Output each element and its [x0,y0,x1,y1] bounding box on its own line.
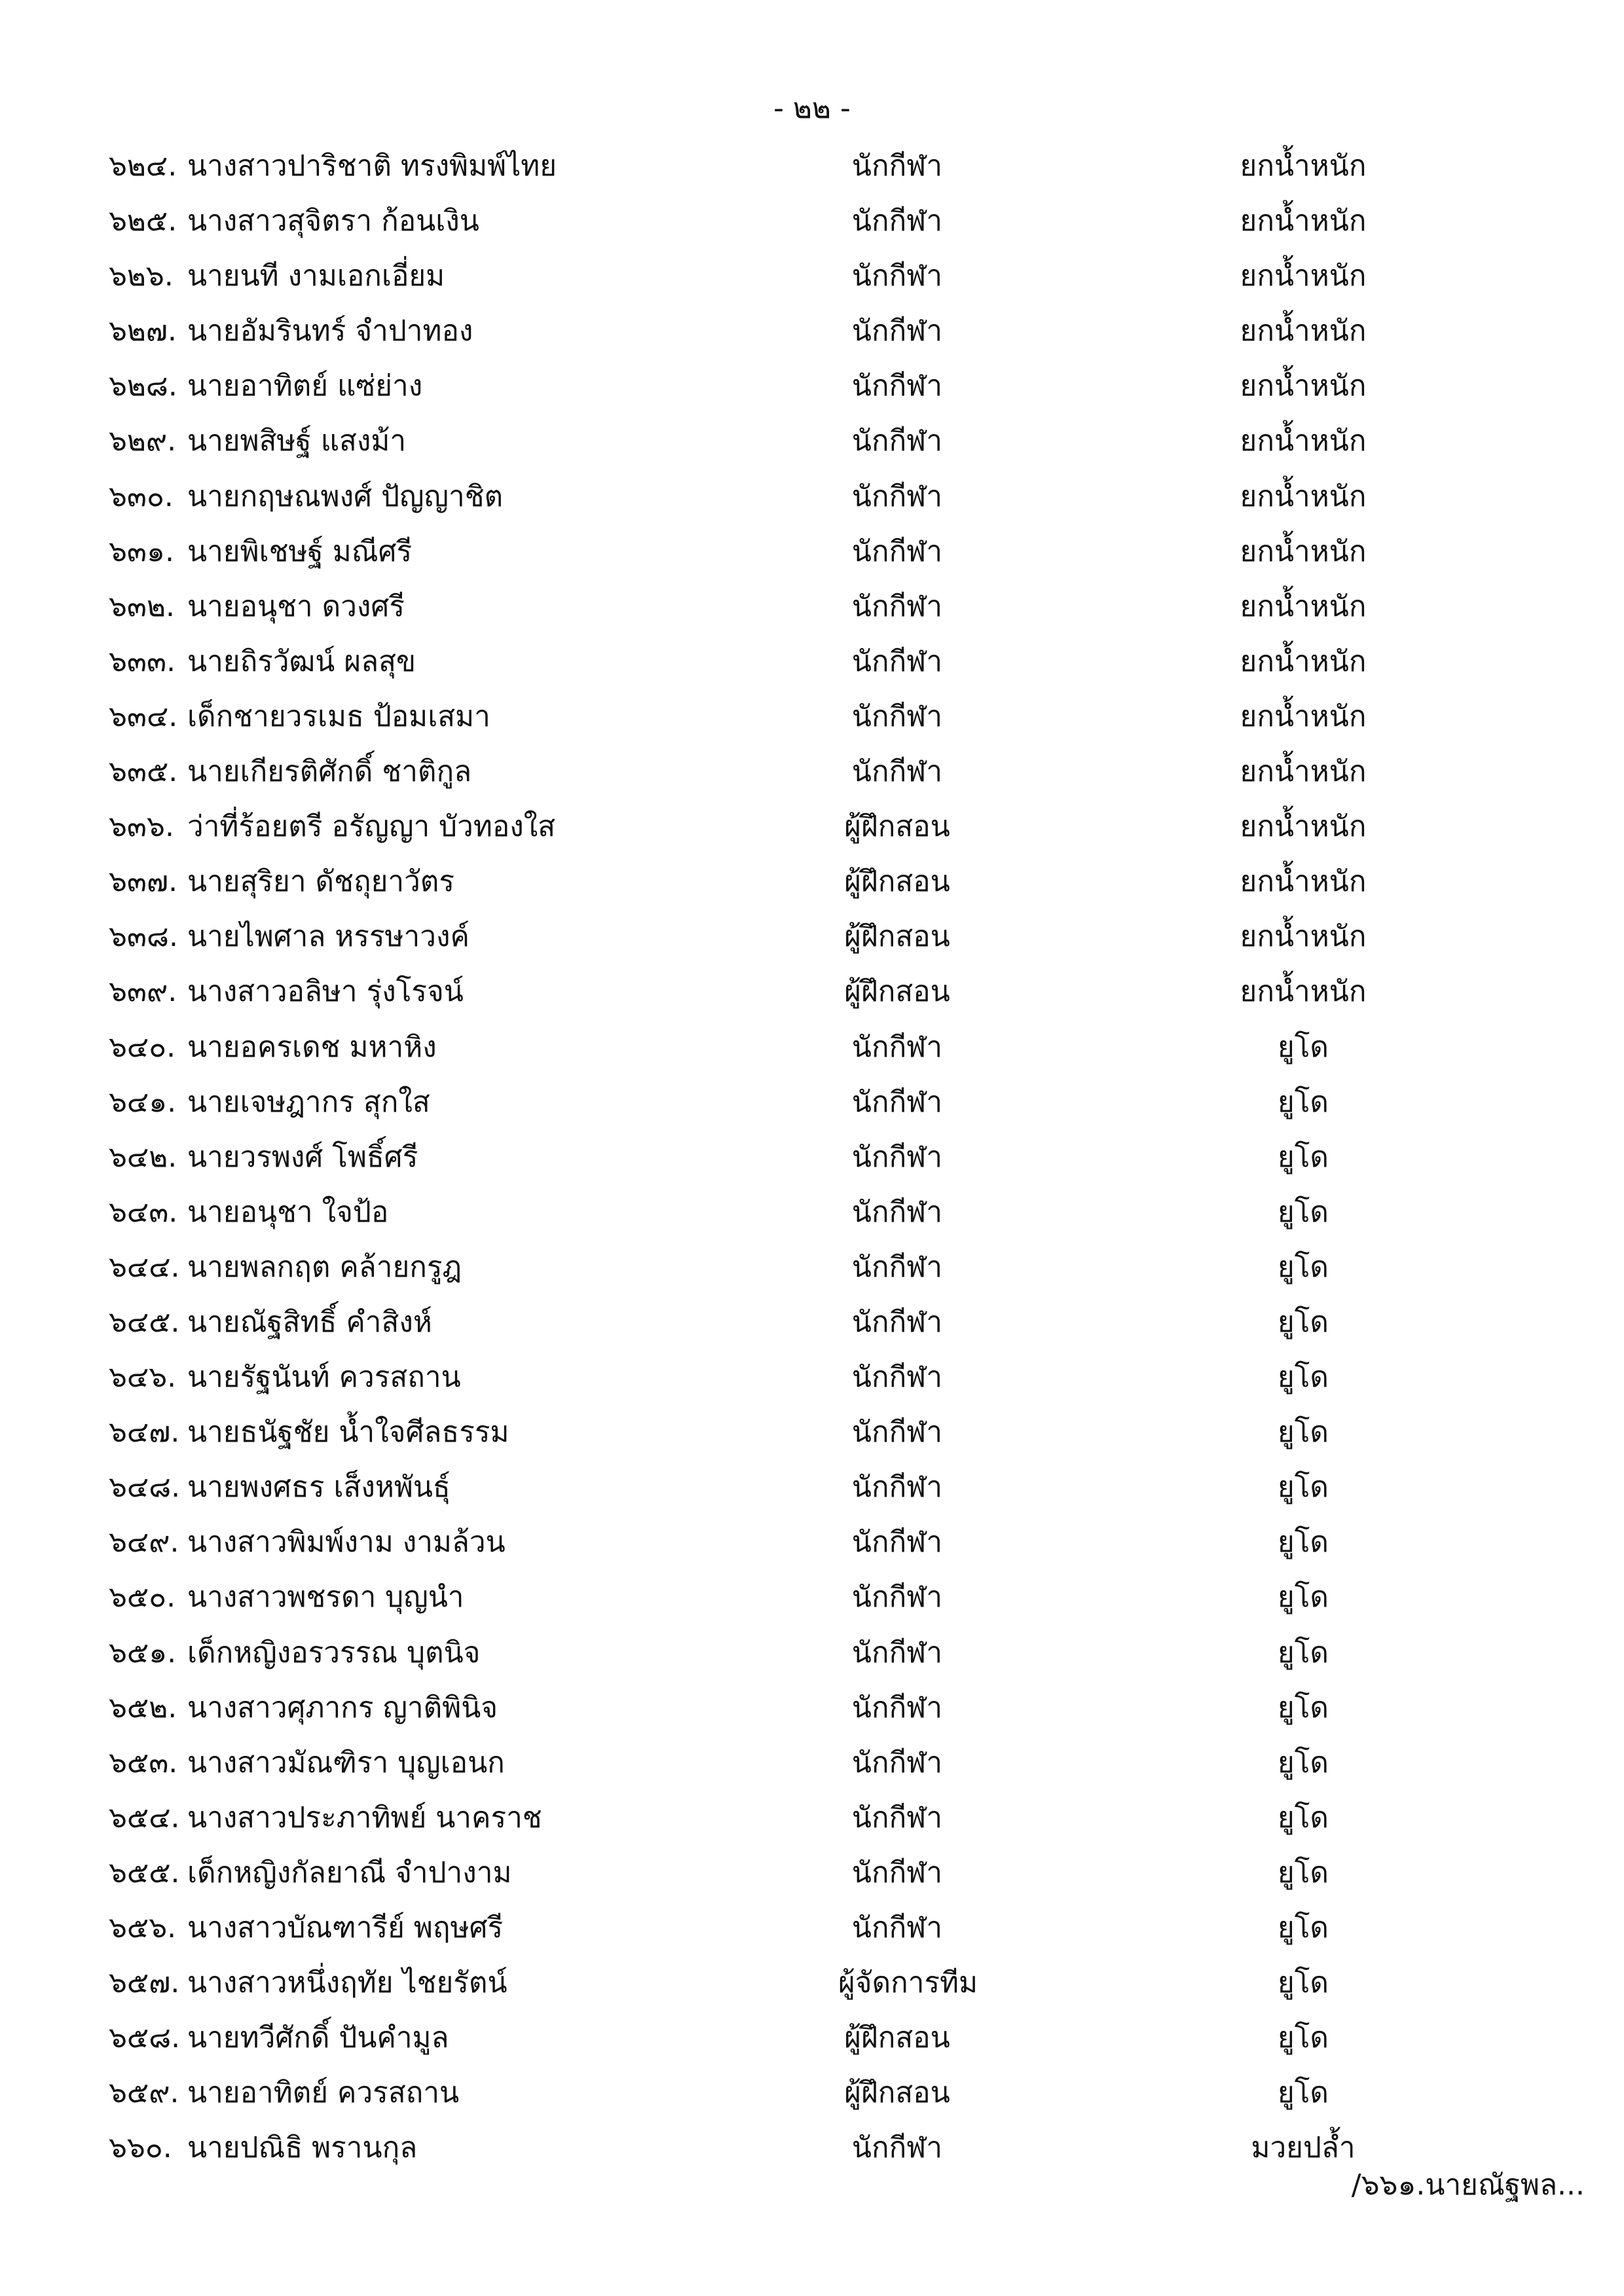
person-role: นักกีฬา [851,424,943,458]
sport-type: ยูโด [1278,1360,1329,1394]
sport-type: ยูโด [1278,1085,1329,1119]
person-role: ผู้ฝึกสอน [844,975,950,1009]
person-name: เด็กหญิงอรวรรณ บุตนิจ [187,1635,481,1669]
entry-number: ๖๔๔. [109,1250,180,1284]
sport-type: ยกน้ำหนัก [1240,755,1367,789]
entry-number: ๖๒๕. [109,204,177,238]
roster-row [0,524,1624,579]
sport-type: ยูโด [1278,1140,1329,1174]
entry-number: ๖๕๗. [109,1966,180,2000]
roster-row [0,414,1624,469]
roster-row [0,964,1624,1019]
roster-row [0,1791,1624,1846]
person-name: ว่าที่ร้อยตรี อรัญญา บัวทองใส [187,810,556,844]
person-role: นักกีฬา [851,1745,943,1779]
sport-type: ยูโด [1278,1800,1329,1834]
person-role: ผู้ฝึกสอน [844,810,950,844]
person-role: นักกีฬา [851,755,943,789]
person-name: นายอัมรินทร์ จำปาทอง [187,314,473,348]
roster-row [0,854,1624,909]
person-role: นักกีฬา [851,1195,943,1229]
person-role: นักกีฬา [851,1855,943,1889]
entry-number: ๖๕๙. [109,2076,179,2110]
entry-number: ๖๔๘. [109,1470,181,1504]
sport-type: ยกน้ำหนัก [1240,920,1367,954]
sport-type: ยกน้ำหนัก [1240,369,1367,403]
person-name: นายถิรวัฒน์ ผลสุข [187,644,416,678]
roster-row [0,744,1624,799]
entry-number: ๖๔๑. [109,1085,177,1119]
person-role: นักกีฬา [851,1415,943,1449]
roster-row [0,1075,1624,1130]
person-name: นางสาวบัณฑารีย์ พฤษศรี [187,1911,504,1944]
sport-type: ยูโด [1278,2076,1329,2110]
entry-number: ๖๓๗. [109,865,178,899]
person-name: นายทวีศักดิ์ ปันคำมูล [187,2021,449,2055]
roster-row [0,1570,1624,1625]
sport-type: ยูโด [1278,1415,1329,1449]
entry-number: ๖๓๑. [109,534,174,568]
roster-row [0,194,1624,249]
person-name: นายอนุชา ดวงศรี [187,589,405,623]
roster-row [0,2066,1624,2121]
sport-type: ยกน้ำหนัก [1240,865,1367,899]
person-role: นักกีฬา [851,1250,943,1284]
person-name: นายพลกฤต คล้ายกรูฎ [187,1250,462,1284]
person-role: ผู้ฝึกสอน [844,920,950,954]
person-name: นายเจษฎากร สุกใส [187,1085,430,1119]
roster-row [0,249,1624,304]
entry-number: ๖๓๘. [109,920,178,954]
person-name: นายนที งามเอกเอี่ยม [187,259,445,293]
roster-row [0,1295,1624,1350]
person-role: นักกีฬา [851,589,943,623]
person-role: นักกีฬา [851,644,943,678]
sport-type: ยูโด [1278,1635,1329,1669]
person-name: นางสาวปาริชาติ ทรงพิมพ์ไทย [187,149,557,183]
person-role: นักกีฬา [851,1085,943,1119]
roster-row [0,1185,1624,1240]
entry-number: ๖๕๑. [109,1635,177,1669]
sport-type: ยูโด [1278,1525,1329,1559]
sport-type: ยูโด [1278,1250,1329,1284]
person-name: นายรัฐนันท์ ควรสถาน [187,1360,461,1394]
person-name: เด็กหญิงกัลยาณี จำปางาม [187,1855,512,1889]
roster-row [0,1901,1624,1956]
entry-number: ๖๒๙. [109,424,177,458]
roster-row [0,1736,1624,1791]
entry-number: ๖๔๕. [109,1305,180,1339]
sport-type: ยกน้ำหนัก [1240,204,1367,238]
sport-type: ยกน้ำหนัก [1240,975,1367,1009]
person-role: นักกีฬา [851,1470,943,1504]
person-name: นายไพศาล หรรษาวงค์ [187,920,470,954]
roster-row [0,1846,1624,1901]
roster-row [0,799,1624,854]
roster-list [0,139,1624,2176]
entry-number: ๖๓๓. [109,644,176,678]
entry-number: ๖๕๖. [109,1911,177,1944]
entry-number: ๖๔๙. [109,1525,179,1559]
sport-type: ยูโด [1278,1030,1329,1064]
roster-row [0,689,1624,744]
person-role: นักกีฬา [851,204,943,238]
person-role: นักกีฬา [851,1360,943,1394]
person-role: นักกีฬา [851,259,943,293]
entry-number: ๖๕๐. [109,1580,176,1614]
person-role: นักกีฬา [851,1140,943,1174]
person-name: นางสาวมัณฑิรา บุญเอนก [187,1745,505,1779]
sport-type: ยูโด [1278,1580,1329,1614]
person-role: นักกีฬา [851,1525,943,1559]
roster-row [0,2011,1624,2066]
roster-row [0,1240,1624,1295]
person-name: เด็กชายวรเมธ ป้อมเสมา [187,699,490,733]
sport-type: มวยปล้ำ [1251,2131,1356,2165]
roster-row [0,304,1624,359]
person-role: นักกีฬา [851,1635,943,1669]
person-role: นักกีฬา [851,314,943,348]
person-role: นักกีฬา [851,1030,943,1064]
continuation-note: /๖๖๑.นายณัฐพล... [1351,2168,1585,2202]
entry-number: ๖๓๔. [109,699,178,733]
roster-row [0,1130,1624,1185]
sport-type: ยกน้ำหนัก [1240,534,1367,568]
entry-number: ๖๓๖. [109,810,174,844]
roster-row [0,1681,1624,1736]
sport-type: ยูโด [1278,1745,1329,1779]
person-role: นักกีฬา [851,149,943,183]
person-role: นักกีฬา [851,1305,943,1339]
person-role: นักกีฬา [851,1800,943,1834]
entry-number: ๖๓๕. [109,755,178,789]
roster-row [0,1350,1624,1405]
person-role: นักกีฬา [851,479,943,513]
entry-number: ๖๕๒. [109,1690,177,1724]
entry-number: ๖๒๖. [109,259,174,293]
sport-type: ยูโด [1278,2021,1329,2055]
person-name: นางสาวประภาทิพย์ นาคราช [187,1800,542,1834]
sport-type: ยูโด [1278,1855,1329,1889]
person-role: นักกีฬา [851,369,943,403]
entry-number: ๖๕๘. [109,2021,181,2055]
sport-type: ยกน้ำหนัก [1240,589,1367,623]
entry-number: ๖๓๐. [109,479,174,513]
person-name: นายเกียรติศักดิ์ ชาติกูล [187,755,472,789]
person-name: นายณัฐสิทธิ์ คำสิงห์ [187,1305,432,1339]
sport-type: ยูโด [1278,1305,1329,1339]
entry-number: ๖๕๓. [109,1745,178,1779]
sport-type: ยกน้ำหนัก [1240,699,1367,733]
person-role: ผู้จัดการทีม [838,1966,978,2000]
person-name: นางสาวพชรดา บุญนำ [187,1580,464,1614]
entry-number: ๖๕๔. [109,1800,180,1834]
person-role: ผู้ฝึกสอน [844,2021,950,2055]
person-name: นางสาวหนึ่งฤทัย ไชยรัตน์ [187,1966,507,2000]
entry-number: ๖๔๒. [109,1140,177,1174]
person-name: นายพงศธร เส็งหพันธุ์ [187,1470,451,1504]
entry-number: ๖๒๘. [109,369,177,403]
person-role: ผู้ฝึกสอน [844,2076,950,2110]
roster-row [0,1626,1624,1681]
entry-number: ๖๖๐. [109,2131,172,2165]
person-name: นายวรพงศ์ โพธิ์ศรี [187,1140,418,1174]
person-name: นายธนัฐชัย น้ำใจศีลธรรม [187,1415,509,1449]
person-role: นักกีฬา [851,1911,943,1944]
sport-type: ยูโด [1278,1195,1329,1229]
person-name: นายอครเดช มหาหิง [187,1030,437,1064]
person-name: นางสาวพิมพ์งาม งามล้วน [187,1525,506,1559]
sport-type: ยูโด [1278,1911,1329,1944]
entry-number: ๖๓๙. [109,975,177,1009]
sport-type: ยกน้ำหนัก [1240,424,1367,458]
person-name: นายพสิษฐ์ แสงม้า [187,424,407,458]
person-name: นายอนุชา ใจป้อ [187,1195,389,1229]
sport-type: ยูโด [1278,1690,1329,1724]
roster-row [0,1956,1624,2011]
person-role: นักกีฬา [851,699,943,733]
entry-number: ๖๓๒. [109,589,175,623]
entry-number: ๖๒๔. [109,149,177,183]
roster-row [0,359,1624,414]
sport-type: ยกน้ำหนัก [1240,479,1367,513]
sport-type: ยกน้ำหนัก [1240,149,1367,183]
person-name: นางสาวสุจิตรา ก้อนเงิน [187,204,479,238]
roster-row [0,469,1624,524]
entry-number: ๖๔๗. [109,1415,180,1449]
person-name: นายปณิธิ พรานกุล [187,2131,418,2165]
person-role: นักกีฬา [851,1580,943,1614]
page-number: - ๒๒ - [773,92,851,125]
sport-type: ยกน้ำหนัก [1240,810,1367,844]
sport-type: ยูโด [1278,1470,1329,1504]
entry-number: ๖๒๗. [109,314,177,348]
sport-type: ยูโด [1278,1966,1329,2000]
person-name: นายกฤษณพงศ์ ปัญญาชิต [187,479,504,513]
roster-row [0,909,1624,964]
person-name: นายอาทิตย์ ควรสถาน [187,2076,460,2110]
entry-number: ๖๔๐. [109,1030,176,1064]
person-role: นักกีฬา [851,534,943,568]
person-role: นักกีฬา [851,2131,943,2165]
roster-row [0,579,1624,634]
person-name: นางสาวศุภากร ญาติพินิจ [187,1690,498,1724]
person-name: นายพิเชษฐ์ มณีศรี [187,534,413,568]
roster-row [0,1460,1624,1515]
roster-row [0,634,1624,689]
roster-row [0,1515,1624,1570]
sport-type: ยกน้ำหนัก [1240,259,1367,293]
roster-row [0,139,1624,194]
roster-row [0,1405,1624,1460]
person-role: นักกีฬา [851,1690,943,1724]
person-name: นายสุริยา ดัชถุยาวัตร [187,865,455,899]
entry-number: ๖๕๕. [109,1855,180,1889]
person-role: ผู้ฝึกสอน [844,865,950,899]
sport-type: ยกน้ำหนัก [1240,644,1367,678]
entry-number: ๖๔๖. [109,1360,177,1394]
roster-row [0,1020,1624,1075]
person-name: นางสาวอลิษา รุ่งโรจน์ [187,975,464,1009]
sport-type: ยกน้ำหนัก [1240,314,1367,348]
person-name: นายอาทิตย์ แซ่ย่าง [187,369,423,403]
entry-number: ๖๔๓. [109,1195,178,1229]
